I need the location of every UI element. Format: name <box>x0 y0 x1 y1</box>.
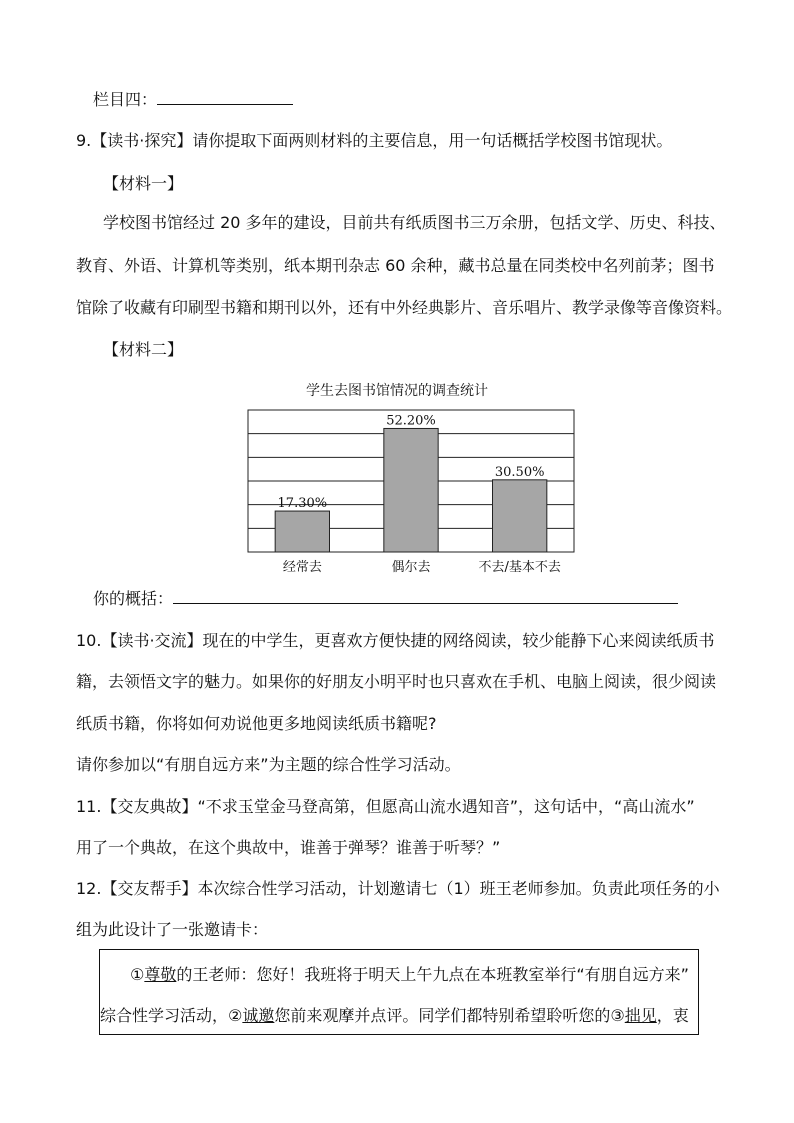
invitation-line-2-mid: 您前来观摩并点评。同学们都特别希望聆听您的 <box>274 1006 611 1025</box>
material1-title: 【材料一】 <box>103 174 184 193</box>
category-label: 不去/基本不去 <box>478 560 561 575</box>
marker-1: ① <box>130 965 145 984</box>
marker-2: ② <box>228 1006 243 1025</box>
bar-value-label: 52.20% <box>386 413 436 429</box>
underlined-word-2: 诚邀 <box>242 1006 275 1025</box>
q11-line-1: 11.【交友典故】“不求玉堂金马登高第，但愿高山流水遇知音”，这句话中，“高山流水” <box>76 797 695 816</box>
invitation-line-2-tail: ，衷 <box>656 1006 689 1025</box>
invitation-line-1-rest: 的王老师：您好！我班将于明天上午九点在本班教室举行“有朋自远方来” <box>176 965 689 984</box>
category-label: 经常去 <box>282 560 322 575</box>
section4-line <box>93 90 293 110</box>
underlined-word-1: 尊敬 <box>144 965 177 984</box>
invitation-card <box>99 949 699 1035</box>
material1-line-1: 学校图书馆经过 20 多年的建设，目前共有纸质图书三万余册，包括文学、历史、科技、 <box>103 213 726 232</box>
section4-answer-blank[interactable] <box>157 90 293 105</box>
underlined-word-3: 拙见 <box>624 1006 657 1025</box>
q9-stem: 9.【读书·探究】请你提取下面两则材料的主要信息，用一句话概括学校图书馆现状。 <box>76 131 673 150</box>
bar-value-label: 30.50% <box>494 464 545 480</box>
q10-line-1: 10.【读书·交流】现在的中学生，更喜欢方便快捷的网络阅读，较少能静下心来阅读纸质书 <box>76 631 715 650</box>
category-label: 偶尔去 <box>391 560 431 575</box>
section4-label: 栏目四： <box>93 90 158 109</box>
bar-1 <box>275 511 329 552</box>
summary-line <box>93 589 678 609</box>
q10-line-3: 纸质书籍，你将如何劝说他更多地阅读纸质书籍呢? <box>76 714 437 733</box>
q10-line-2: 籍，去领悟文字的魅力。如果你的好朋友小明平时也只喜欢在手机、电脑上阅读，很少阅读 <box>76 672 717 691</box>
invitation-line-2-pre: 综合性学习活动， <box>100 1006 229 1025</box>
marker-3: ③ <box>610 1006 625 1025</box>
bar-2 <box>384 428 438 552</box>
q12-line-1: 12.【交友帮手】本次综合性学习活动，计划邀请七（1）班王老师参加。负责此项任务的小 <box>76 879 720 898</box>
bar-value-label: 17.30% <box>277 496 328 512</box>
material1-line-2: 教育、外语、计算机等类别，纸本期刊杂志 60 余种，藏书总量在同类校中名列前茅；图书 <box>76 256 715 275</box>
activity-intro: 请你参加以“有朋自远方来”为主题的综合性学习活动。 <box>76 755 461 774</box>
q12-line-2: 组为此设计了一张邀请卡： <box>76 920 269 939</box>
material1-line-3: 馆除了收藏有印刷型书籍和期刊以外，还有中外经典影片、音乐唱片、教学录像等音像资料。 <box>76 298 733 317</box>
q11-line-2: 用了一个典故，在这个典故中，谁善于弹琴？谁善于听琴？” <box>76 838 501 857</box>
chart-title: 学生去图书馆情况的调查统计 <box>306 383 488 399</box>
bar-chart <box>247 408 577 578</box>
invitation-line-2 <box>100 1006 689 1026</box>
invitation-line-1 <box>130 965 689 985</box>
summary-label: 你的概括： <box>93 589 174 608</box>
summary-answer-blank[interactable] <box>173 589 678 604</box>
bar-3 <box>493 480 547 552</box>
material2-title: 【材料二】 <box>103 340 184 359</box>
